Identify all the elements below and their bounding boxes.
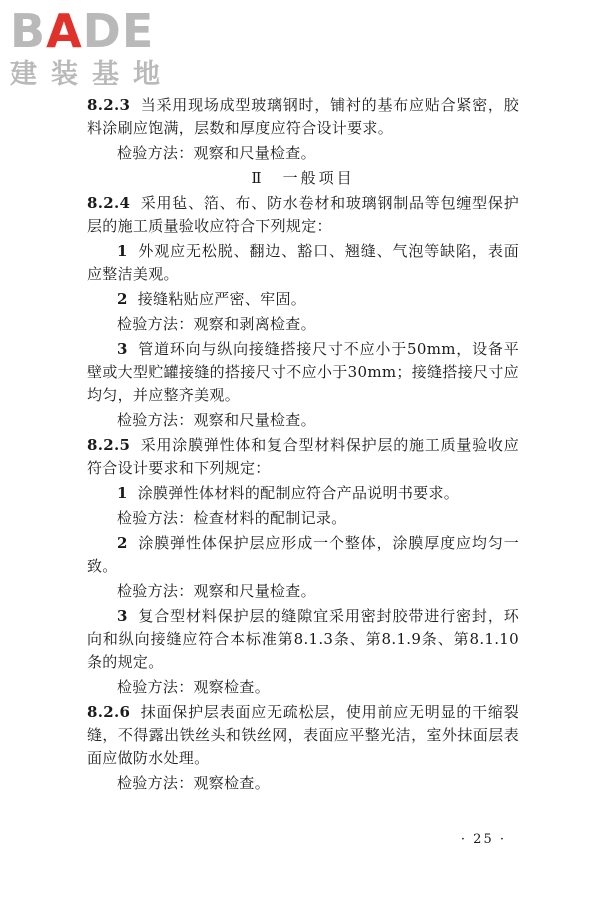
list-item: [87, 532, 519, 578]
list-item: [87, 605, 519, 674]
logo-wordmark: [10, 6, 180, 56]
clause-number: 8.2.5: [87, 436, 131, 454]
clause-8-2-3: [87, 94, 519, 140]
item-text: 复合型材料保护层的缝隙宜采用密封胶带进行密封，环向和纵向接缝应符合本标准第8.1.3条、第8.1.9条、第8.1.10条的规定。: [87, 607, 519, 671]
clause-number: 8.2.4: [87, 194, 131, 212]
item-number: 2: [117, 290, 128, 308]
inspection-method: 检验方法：观察检查。: [117, 774, 271, 792]
logo-letter-b: B: [10, 4, 47, 58]
clause-8-2-5: [87, 434, 519, 480]
clause-number: 8.2.3: [87, 96, 131, 114]
clause-8-2-4: [87, 192, 519, 238]
item-text: 外观应无松脱、翻边、豁口、翘缝、气泡等缺陷，表面应整洁美观。: [87, 242, 519, 283]
list-item: [87, 240, 519, 286]
item-text: 涂膜弹性体保护层应形成一个整体，涂膜厚度应均匀一致。: [87, 534, 519, 575]
item-number: 1: [117, 242, 128, 260]
bade-logo: [10, 6, 180, 96]
item-number: 2: [117, 534, 128, 552]
item-text: 接缝粘贴应严密、牢固。: [137, 290, 307, 308]
inspection-method: 检验方法：观察和尺量检查。: [117, 582, 316, 600]
clause-number: 8.2.6: [87, 703, 131, 721]
logo-letters-de: DE: [82, 4, 155, 58]
logo-letter-a: A: [46, 4, 83, 58]
list-item: [87, 288, 519, 311]
logo-subtitle: 建装基地: [10, 59, 174, 90]
inspection-method: 检验方法：观察和尺量检查。: [117, 411, 316, 429]
inspection-method: 检验方法：观察和剥离检查。: [117, 315, 316, 333]
inspection-method: 检验方法：观察和尺量检查。: [117, 144, 316, 162]
page-number: · 25 ·: [460, 832, 506, 847]
section-heading: Ⅱ 一般项目: [251, 169, 355, 187]
item-number: 1: [117, 484, 128, 502]
document-body: [87, 94, 519, 797]
item-number: 3: [117, 340, 128, 358]
clause-text: 当采用现场成型玻璃钢时，铺衬的基布应贴合紧密，胶料涂刷应饱满，层数和厚度应符合设计要求。: [87, 96, 519, 137]
clause-text: 采用涂膜弹性体和复合型材料保护层的施工质量验收应符合设计要求和下列规定：: [87, 436, 519, 477]
item-text: 管道环向与纵向接缝搭接尺寸不应小于50mm，设备平壁或大型贮罐接缝的搭接尺寸不应小于30mm；接缝搭接尺寸应均匀，并应整齐美观。: [87, 340, 519, 404]
list-item: [87, 482, 519, 505]
list-item: [87, 338, 519, 407]
inspection-method: 检验方法：检查材料的配制记录。: [117, 509, 347, 527]
clause-text: 采用毡、箔、布、防水卷材和玻璃钢制品等包缠型保护层的施工质量验收应符合下列规定：: [87, 194, 519, 235]
item-text: 涂膜弹性体材料的配制应符合产品说明书要求。: [137, 484, 460, 502]
inspection-method: 检验方法：观察检查。: [117, 678, 271, 696]
clause-text: 抹面保护层表面应无疏松层，使用前应无明显的干缩裂缝，不得露出铁丝头和铁丝网，表面应平整光洁，室外抹面层表面应做防水处理。: [87, 703, 519, 767]
item-number: 3: [117, 607, 128, 625]
clause-8-2-6: [87, 701, 519, 770]
